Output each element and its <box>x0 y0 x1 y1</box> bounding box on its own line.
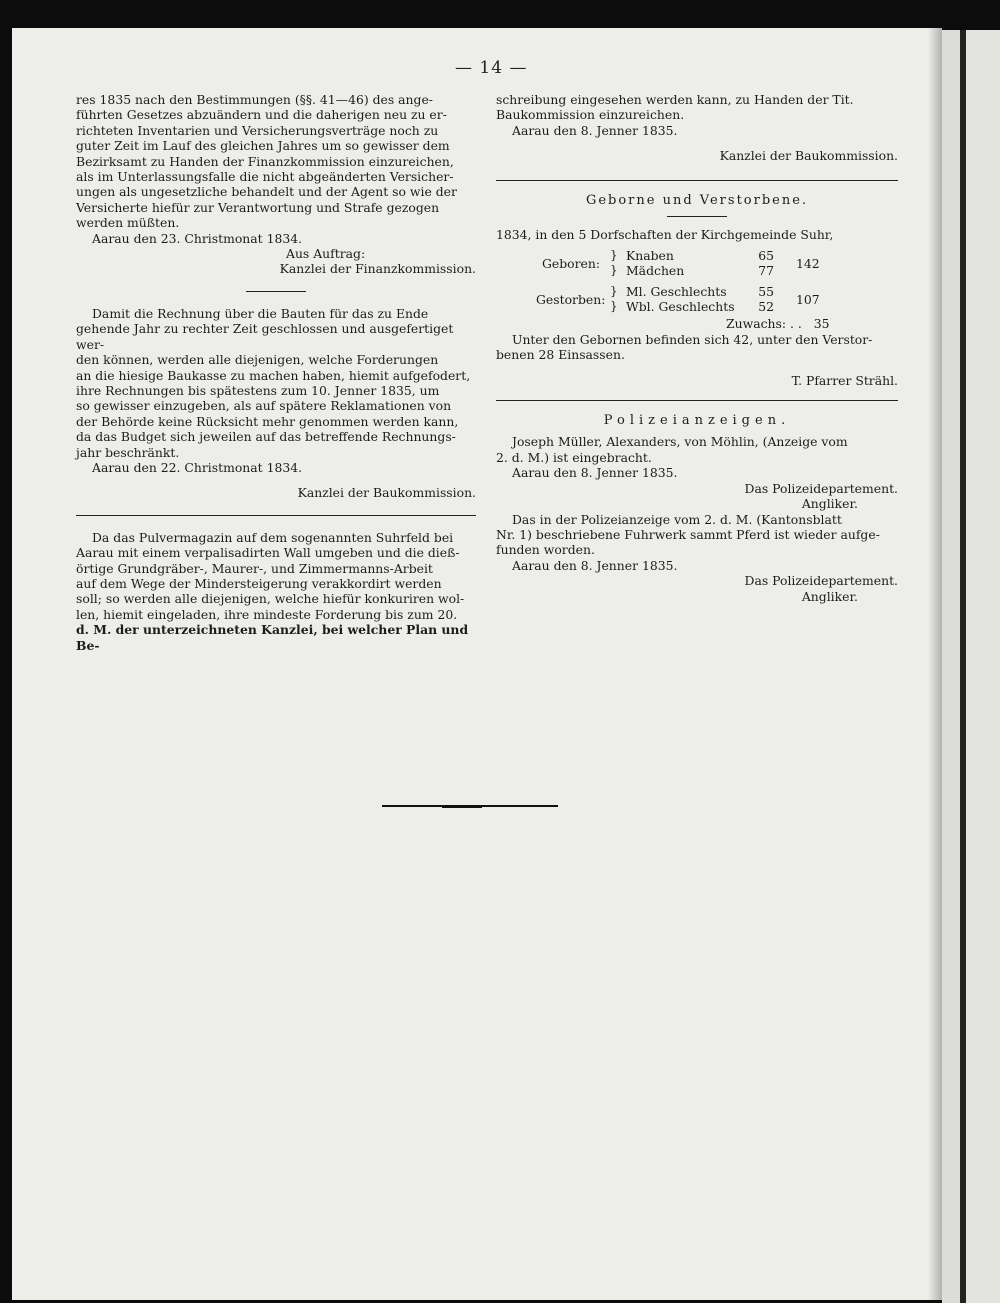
divider <box>667 216 727 217</box>
text-line: benen 28 Einsassen. <box>496 347 625 363</box>
brace-icon: } <box>610 248 618 263</box>
end-rule <box>382 805 558 807</box>
signature-prefix: Aus Auftrag: <box>286 246 366 262</box>
text-line: Bezirksamt zu Handen der Finanzkommission einzureichen, <box>76 153 454 169</box>
notice-construction-accounts <box>76 306 476 501</box>
text-line: ungen als ungesetzliche behandelt und der Agent so wie der <box>76 184 457 200</box>
notice-finance <box>76 92 476 277</box>
died-total: 107 <box>796 292 820 308</box>
text-line: len, hiemit eingeladen, ihre mindeste Forderung bis zum 20. <box>76 606 458 622</box>
section-heading: Geborne und Verstorbene. <box>585 192 809 208</box>
notice-date: Aarau den 22. Christmonat 1834. <box>92 459 303 475</box>
signature: Das Polizeidepartement. <box>744 480 898 496</box>
signature: T. Pfarrer Strähl. <box>791 372 898 388</box>
divider <box>76 515 476 516</box>
left-column <box>76 92 476 653</box>
growth-label: Zuwachs: . . <box>726 316 802 332</box>
born-label: Geboren: <box>542 256 601 272</box>
text-line: res 1835 nach den Bestimmungen (§§. 41—46) des ange- <box>76 92 433 107</box>
text-line: örtige Grundgräber-, Maurer-, und Zimmermanns-Arbeit <box>76 560 433 576</box>
signature: Kanzlei der Finanzkommission. <box>279 261 476 277</box>
text-line: Joseph Müller, Alexanders, von Möhlin, (Anzeige vom <box>512 434 848 450</box>
notice-date: Aarau den 8. Jenner 1835. <box>512 557 678 573</box>
male-label: Ml. Geschlechts <box>626 284 727 300</box>
text-line: Versicherte hiefür zur Verantwortung und Strafe gezogen <box>76 199 440 215</box>
female-count: 52 <box>758 299 774 315</box>
text-line: d. M. der unterzeichneten Kanzlei, bei welcher Plan und Be- <box>76 622 469 653</box>
text-line: guter Zeit im Lauf des gleichen Jahres um so gewisser dem <box>76 138 450 154</box>
notice-date: Aarau den 8. Jenner 1835. <box>512 465 678 481</box>
next-page-edge <box>966 30 1000 1303</box>
text-line: schreibung eingesehen werden kann, zu Handen der Tit. <box>496 92 854 107</box>
text-line: da das Budget sich jeweilen auf das betreffende Rechnungs- <box>76 429 456 445</box>
brace-icon: } <box>610 284 618 299</box>
text-line: Baukommission einzureichen. <box>496 107 685 123</box>
brace-icon: } <box>610 263 618 278</box>
born-total: 142 <box>796 256 820 272</box>
male-count: 55 <box>758 284 774 300</box>
text-line: den können, werden alle diejenigen, welche Forderungen <box>76 352 439 368</box>
text-line: ihre Rechnungen bis spätestens zum 10. Jenner 1835, um <box>76 382 440 398</box>
text-line: auf dem Wege der Mindersteigerung verakkordirt werden <box>76 575 442 591</box>
birth-death-table <box>496 248 898 316</box>
right-column <box>496 92 898 604</box>
section-heading: Polizeianzeigen. <box>603 413 791 429</box>
signature-name: Angliker. <box>801 588 858 604</box>
boys-label: Knaben <box>626 248 674 264</box>
signature-name: Angliker. <box>801 496 858 512</box>
text-line: der Behörde keine Rücksicht mehr genommen werden kann, <box>76 413 459 429</box>
text-line: jahr beschränkt. <box>76 444 180 460</box>
text-line: Das in der Polizeianzeige vom 2. d. M. (Kantonsblatt <box>512 511 842 527</box>
notice-date: Aarau den 8. Jenner 1835. <box>512 122 678 138</box>
growth-value: 35 <box>813 316 830 332</box>
growth-row <box>496 316 898 331</box>
text-line: Aarau mit einem verpalisadirten Wall umgeben und die dieß- <box>76 545 460 561</box>
died-label: Gestorben: <box>536 292 606 308</box>
text-line: 1834, in den 5 Dorfschaften der Kirchgemeinde Suhr, <box>496 227 834 243</box>
divider <box>246 291 306 292</box>
signature: Kanzlei der Baukommission. <box>297 485 476 501</box>
text-line: soll; so werden alle diejenigen, welche hiefür konkuriren wol- <box>76 591 465 607</box>
text-line: Nr. 1) beschriebene Fuhrwerk sammt Pferd ist wieder aufge- <box>496 526 880 542</box>
births-deaths-section <box>496 193 898 388</box>
text-line: Unter den Gebornen befinden sich 42, unter den Verstor- <box>512 331 873 347</box>
text-line: richteten Inventarien und Versicherungsverträge noch zu <box>76 122 439 138</box>
text-line: an die hiesige Baukasse zu machen haben, hiemit aufgefodert, <box>76 367 471 383</box>
signature: Das Polizeidepartement. <box>744 573 898 589</box>
text-line: 2. d. M.) ist eingebracht. <box>496 449 652 465</box>
text-line: führten Gesetzes abzuändern und die daherigen neu zu er- <box>76 107 447 123</box>
text-line: so gewisser einzugeben, als auf spätere Reklamationen von <box>76 398 452 414</box>
divider <box>496 180 898 181</box>
page-shadow <box>928 28 942 1300</box>
text-line: als im Unterlassungsfalle die nicht abgeänderten Versicher- <box>76 169 454 185</box>
girls-count: 77 <box>758 263 774 279</box>
text-line: Da das Pulvermagazin auf dem sogenannten Suhrfeld bei <box>92 529 454 545</box>
girls-label: Mädchen <box>626 263 685 279</box>
brace-icon: } <box>610 299 618 314</box>
signature: Kanzlei der Baukommission. <box>719 148 898 164</box>
female-label: Wbl. Geschlechts <box>626 299 735 315</box>
notice-continuation <box>496 92 898 164</box>
page-number: — 14 — <box>455 58 528 78</box>
text-line: funden worden. <box>496 542 595 558</box>
notice-date: Aarau den 23. Christmonat 1834. <box>92 230 303 246</box>
police-section <box>496 413 898 604</box>
notice-powder-magazine <box>76 530 476 653</box>
text-line: Damit die Rechnung über die Bauten für das zu Ende <box>92 305 429 321</box>
boys-count: 65 <box>758 248 774 264</box>
divider <box>496 400 898 401</box>
text-line: werden müßten. <box>76 215 180 231</box>
book-edge <box>942 30 1000 1303</box>
text-line: gehende Jahr zu rechter Zeit geschlossen und ausgefertiget wer- <box>76 321 454 352</box>
